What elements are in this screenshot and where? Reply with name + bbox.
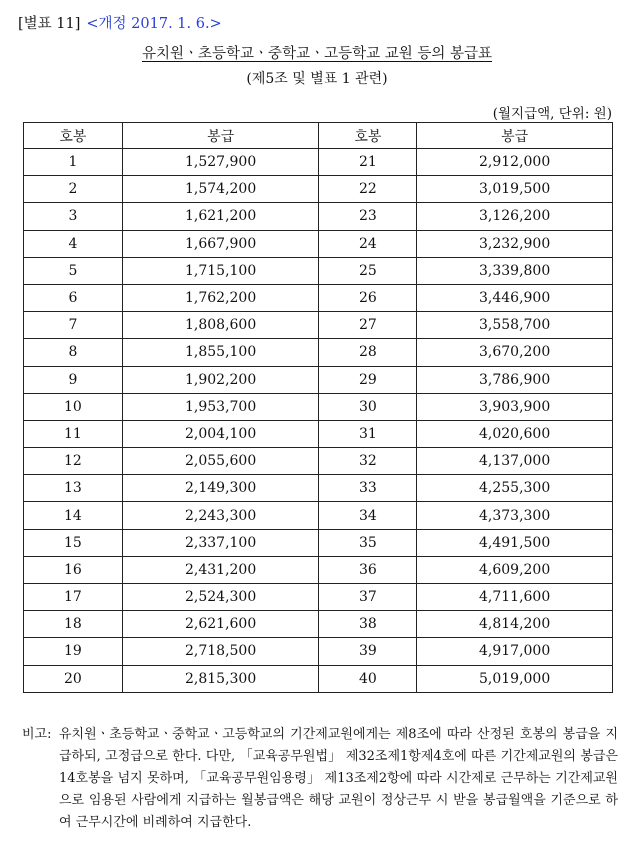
pay-cell: 2,912,000 [417,149,613,176]
table-row [24,176,613,203]
pay-cell: 4,137,000 [417,448,613,475]
grade-cell: 22 [319,176,417,203]
grade-cell: 16 [24,556,123,583]
table-row [24,584,613,611]
grade-cell: 8 [24,339,123,366]
grade-cell: 3 [24,203,123,230]
pay-cell: 2,149,300 [122,475,319,502]
pay-cell: 1,762,200 [122,284,319,311]
grade-cell: 2 [24,176,123,203]
grade-cell: 9 [24,366,123,393]
pay-cell: 1,574,200 [122,176,319,203]
grade-cell: 10 [24,393,123,420]
pay-cell: 4,373,300 [417,502,613,529]
grade-cell: 17 [24,584,123,611]
salary-table [23,122,613,693]
pay-cell: 2,524,300 [122,584,319,611]
pay-cell: 2,431,200 [122,556,319,583]
pay-cell: 4,814,200 [417,611,613,638]
header-pay-left: 봉급 [122,123,319,149]
pay-cell: 3,903,900 [417,393,613,420]
grade-cell: 12 [24,448,123,475]
header-grade-right: 호봉 [319,123,417,149]
document-title: 유치원ㆍ초등학교ㆍ중학교ㆍ고등학교 교원 등의 봉급표 [142,46,492,62]
grade-cell: 32 [319,448,417,475]
revision-note: <개정 2017. 1. 6.> [86,16,222,32]
grade-cell: 34 [319,502,417,529]
grade-cell: 27 [319,312,417,339]
pay-cell: 1,953,700 [122,393,319,420]
pay-cell: 1,715,100 [122,257,319,284]
grade-cell: 24 [319,230,417,257]
pay-cell: 3,786,900 [417,366,613,393]
table-row [24,502,613,529]
table-row [24,611,613,638]
pay-cell: 2,815,300 [122,665,319,692]
grade-cell: 15 [24,529,123,556]
pay-cell: 1,527,900 [122,149,319,176]
pay-cell: 4,711,600 [417,584,613,611]
pay-cell: 3,232,900 [417,230,613,257]
grade-cell: 21 [319,149,417,176]
grade-cell: 35 [319,529,417,556]
grade-cell: 26 [319,284,417,311]
pay-cell: 3,019,500 [417,176,613,203]
remarks [22,724,618,834]
pay-cell: 4,917,000 [417,638,613,665]
header-grade-left: 호봉 [24,123,123,149]
pay-cell: 1,621,200 [122,203,319,230]
grade-cell: 1 [24,149,123,176]
pay-cell: 1,855,100 [122,339,319,366]
table-row [24,665,613,692]
grade-cell: 33 [319,475,417,502]
table-row [24,529,613,556]
pay-cell: 3,126,200 [417,203,613,230]
grade-cell: 6 [24,284,123,311]
grade-cell: 23 [319,203,417,230]
remarks-text: 유치원ㆍ초등학교ㆍ중학교ㆍ고등학교의 기간제교원에게는 제8조에 따라 산정된 호봉의 봉급을 지급하되, 고정급으로 한다. 다만, 「교육공무원법」 제32조제1항제4호에 따른 기간제교원의 봉급은 14호봉을 넘지 못하며, 「교육공무원임용령」 제13조제2항에 따라 시간제로 근무하는 기간제교원으로 임용된 사람에게 지급하는 월봉급액은 해당 교원이 정상근무 시 받을 봉급월액을 기준으로 하여 근무시간에 비례하여 지급한다. [59,727,618,830]
table-row [24,448,613,475]
grade-cell: 14 [24,502,123,529]
grade-cell: 18 [24,611,123,638]
table-row [24,257,613,284]
grade-cell: 38 [319,611,417,638]
grade-cell: 25 [319,257,417,284]
table-row [24,366,613,393]
pay-cell: 3,446,900 [417,284,613,311]
grade-cell: 39 [319,638,417,665]
grade-cell: 37 [319,584,417,611]
pay-cell: 2,243,300 [122,502,319,529]
pay-cell: 3,670,200 [417,339,613,366]
pay-cell: 3,339,800 [417,257,613,284]
pay-cell: 4,255,300 [417,475,613,502]
pay-cell: 2,004,100 [122,420,319,447]
pay-cell: 2,621,600 [122,611,319,638]
grade-cell: 7 [24,312,123,339]
pay-cell: 5,019,000 [417,665,613,692]
table-row [24,638,613,665]
table-row [24,339,613,366]
table-row [24,284,613,311]
pay-cell: 3,558,700 [417,312,613,339]
pay-cell: 2,718,500 [122,638,319,665]
annex-header [18,12,222,33]
grade-cell: 4 [24,230,123,257]
pay-cell: 1,808,600 [122,312,319,339]
pay-cell: 4,609,200 [417,556,613,583]
grade-cell: 31 [319,420,417,447]
pay-cell: 2,337,100 [122,529,319,556]
pay-cell: 2,055,600 [122,448,319,475]
unit-note: (월지급액, 단위: 원) [492,106,612,122]
annex-label: [별표 11] [18,16,81,32]
grade-cell: 28 [319,339,417,366]
table-row [24,556,613,583]
table-row [24,393,613,420]
table-row [24,230,613,257]
pay-cell: 4,491,500 [417,529,613,556]
table-row [24,420,613,447]
grade-cell: 11 [24,420,123,447]
pay-cell: 1,667,900 [122,230,319,257]
grade-cell: 20 [24,665,123,692]
grade-cell: 19 [24,638,123,665]
table-row [24,475,613,502]
grade-cell: 36 [319,556,417,583]
document-subtitle: (제5조 및 별표 1 관련) [246,71,388,87]
grade-cell: 40 [319,665,417,692]
table-row [24,312,613,339]
grade-cell: 5 [24,257,123,284]
grade-cell: 30 [319,393,417,420]
salary-table-body [24,149,613,693]
remarks-label: 비고: [22,727,52,742]
grade-cell: 29 [319,366,417,393]
table-row [24,203,613,230]
table-header-row [24,123,613,149]
header-pay-right: 봉급 [417,123,613,149]
table-row [24,149,613,176]
grade-cell: 13 [24,475,123,502]
pay-cell: 1,902,200 [122,366,319,393]
pay-cell: 4,020,600 [417,420,613,447]
